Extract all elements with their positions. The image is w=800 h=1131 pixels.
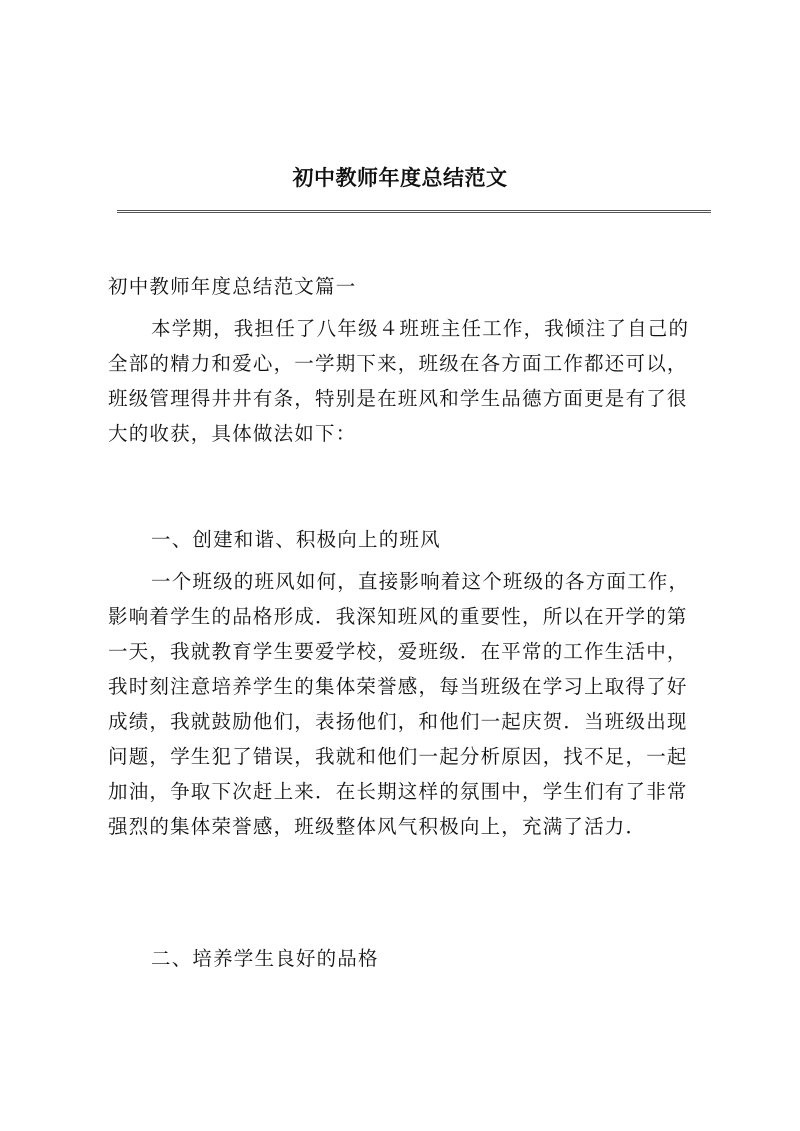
part1-heading: 一、创建和谐、积极向上的班风 [151,528,441,551]
title-divider [117,210,711,213]
paragraph-line: 强烈的集体荣誉感，班级整体风气积极向上，充满了活力． [108,815,647,838]
document-title: 初中教师年度总结范文 [292,165,508,190]
paragraph-line: 我时刻注意培养学生的集体荣誉感，每当班级在学习上取得了好 [108,675,688,698]
section-heading-block [108,269,712,304]
part2-heading: 二、培养学生良好的品格 [151,947,379,970]
section-heading: 初中教师年度总结范文篇一 [108,275,357,298]
paragraph-line: 问题，学生犯了错误，我就和他们一起分析原因，找不足，一起 [108,745,688,768]
part1-paragraph [108,564,712,844]
paragraph-line: 加油，争取下次赶上来．在长期这样的氛围中，学生们有了非常 [108,780,688,803]
part1-heading-block [108,522,712,557]
paragraph-line: 班级管理得井井有条，特别是在班风和学生品德方面更是有了很 [108,387,688,410]
paragraph-line: 本学期，我担任了八年级４班班主任工作，我倾注了自己的 [151,317,690,340]
paragraph-line: 一个班级的班风如何，直接影响着这个班级的各方面工作， [151,570,690,593]
intro-paragraph [108,311,712,451]
paragraph-line: 一天，我就教育学生要爱学校，爱班级．在平常的工作生活中， [108,640,688,663]
part2-heading-block [108,941,712,976]
paragraph-line: 影响着学生的品格形成．我深知班风的重要性，所以在开学的第 [108,605,688,628]
paragraph-line: 全部的精力和爱心，一学期下来，班级在各方面工作都还可以， [108,352,688,375]
paragraph-line: 成绩，我就鼓励他们，表扬他们，和他们一起庆贺．当班级出现 [108,710,688,733]
paragraph-line: 大的收获，具体做法如下： [108,422,357,445]
